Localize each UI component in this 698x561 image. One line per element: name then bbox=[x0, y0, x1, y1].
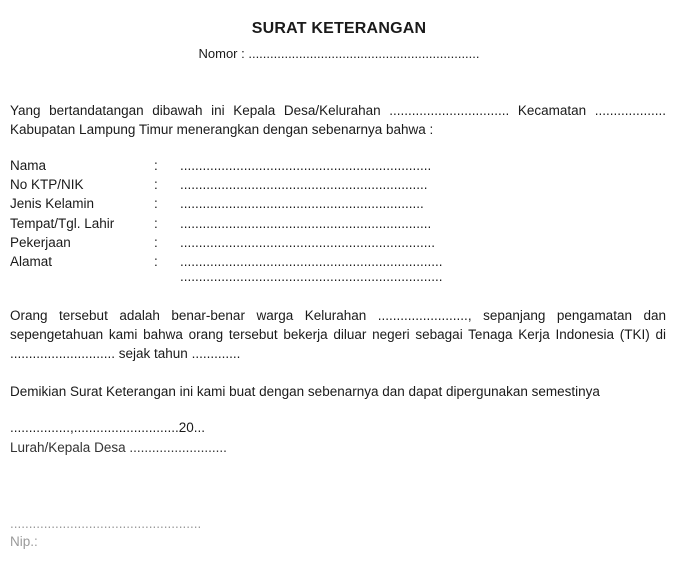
field-row-jenis-kelamin bbox=[10, 194, 670, 213]
field-value-placeholder-continued: ...................................................................... bbox=[180, 268, 443, 284]
signer-title: Lurah/Kepala Desa .......................... bbox=[10, 440, 227, 455]
identity-fields bbox=[10, 156, 670, 284]
field-label: Alamat bbox=[10, 253, 53, 269]
field-value-placeholder: ................................................................... bbox=[180, 215, 432, 231]
field-value-placeholder: ................................................................. bbox=[180, 196, 424, 212]
field-colon: : bbox=[154, 253, 158, 269]
field-colon: : bbox=[154, 158, 158, 173]
field-row-alamat bbox=[10, 252, 670, 284]
field-row-nik bbox=[10, 175, 670, 194]
field-value-placeholder: .................................................................. bbox=[180, 177, 428, 193]
field-value-placeholder: ...................................................................... bbox=[180, 253, 443, 269]
document-number: Nomor : ................................................................ bbox=[198, 46, 480, 61]
field-row-pekerjaan bbox=[10, 233, 670, 252]
field-label: Jenis Kelamin bbox=[10, 196, 95, 212]
field-row-nama bbox=[10, 156, 670, 175]
intro-paragraph: Yang bertandatangan dibawah ini Kepala Desa/Kelurahan ................................ Kecamatan ................... Kabupatan Lampung Timur menerangkan dengan sebenarnya bahwa : bbox=[10, 103, 666, 137]
nip-label: Nip.: bbox=[10, 534, 38, 549]
signature-line: ................................................... bbox=[10, 516, 202, 531]
field-label: Pekerjaan bbox=[10, 234, 71, 250]
field-label: No KTP/NIK bbox=[10, 177, 84, 193]
field-row-ttl bbox=[10, 214, 670, 233]
field-colon: : bbox=[154, 196, 158, 212]
document-title: SURAT KETERANGAN bbox=[251, 20, 427, 37]
field-colon: : bbox=[154, 177, 158, 193]
closing-paragraph: Demikian Surat Keterangan ini kami buat dengan sebenarnya dan dapat dipergunakan semestinya bbox=[10, 384, 600, 399]
field-label: Nama bbox=[10, 158, 47, 173]
place-date-line: ................,............................20... bbox=[10, 420, 206, 435]
statement-paragraph: Orang tersebut adalah benar-benar warga Kelurahan ........................, sepanjang pengamatan dan sepengetahuan kami bahwa orang tersebut bekerja diluar negeri sebagai Tenaga Kerja Indonesia (TKI) di ............................ sejak tahun ............. bbox=[10, 308, 666, 361]
field-label: Tempat/Tgl. Lahir bbox=[10, 215, 115, 231]
field-value-placeholder: .................................................................... bbox=[180, 234, 436, 250]
field-value-placeholder: ................................................................... bbox=[180, 158, 432, 173]
field-colon: : bbox=[154, 234, 158, 250]
field-colon: : bbox=[154, 215, 158, 231]
